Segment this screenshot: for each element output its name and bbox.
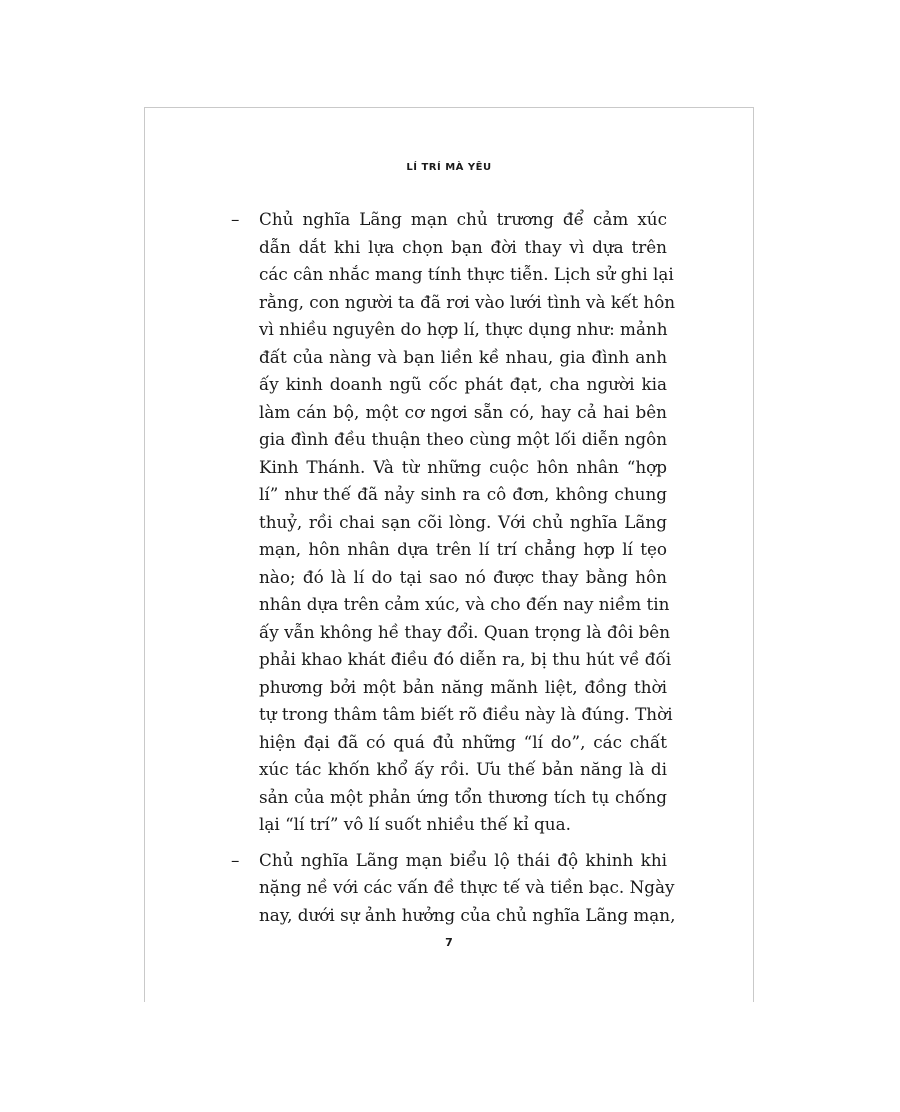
text-line: xúc tác khốn khổ ấy rồi. Ưu thế bản năng là di bbox=[259, 759, 667, 779]
text-line: Chủ nghĩa Lãng mạn biểu lộ thái độ khinh khi bbox=[259, 849, 667, 870]
paragraph-1 bbox=[259, 206, 676, 839]
running-head: LÍ TRÍ MÀ YÊU bbox=[406, 162, 492, 173]
text-line: lại “lí trí” vô lí suốt nhiều thế kỉ qua. bbox=[259, 814, 571, 834]
text-line: làm cán bộ, một cơ ngơi sẵn có, hay cả hai bên bbox=[259, 401, 667, 422]
list-dash: – bbox=[231, 849, 240, 870]
text-line: phương bởi một bản năng mãnh liệt, đồng thời bbox=[259, 676, 667, 697]
text-line: ấy kinh doanh ngũ cốc phát đạt, cha người kia bbox=[259, 374, 667, 394]
text-line: phải khao khát điều đó diễn ra, bị thu hút về đối bbox=[259, 649, 672, 669]
text-line: nào; đó là lí do tại sao nó được thay bằng hôn bbox=[259, 566, 667, 587]
text-line: gia đình đều thuận theo cùng một lối diễn ngôn bbox=[259, 429, 667, 449]
text-line: sản của một phản ứng tổn thương tích tụ chống bbox=[259, 786, 667, 807]
text-line: hiện đại đã có quá đủ những “lí do”, các chất bbox=[259, 731, 667, 752]
text-line: lí” như thế đã nảy sinh ra cô đơn, không chung bbox=[259, 484, 667, 504]
list-item-2 bbox=[231, 847, 676, 930]
text-line: nay, dưới sự ảnh hưởng của chủ nghĩa Lãng mạn, bbox=[259, 904, 676, 925]
paragraph-2 bbox=[259, 847, 676, 930]
page-number: 7 bbox=[445, 936, 453, 949]
text-line: vì nhiều nguyên do hợp lí, thực dụng như: mảnh bbox=[259, 319, 668, 339]
text-line: ấy vẫn không hề thay đổi. Quan trọng là đôi bên bbox=[259, 621, 671, 642]
book-page bbox=[144, 107, 754, 1002]
list-item-1 bbox=[231, 206, 676, 839]
text-line: dẫn dắt khi lựa chọn bạn đời thay vì dựa trên bbox=[259, 236, 667, 257]
text-line: đất của nàng và bạn liền kề nhau, gia đình anh bbox=[259, 346, 667, 367]
text-line: các cân nhắc mang tính thực tiễn. Lịch sử ghi lại bbox=[259, 264, 674, 284]
list-dash: – bbox=[231, 209, 240, 229]
text-line: Kinh Thánh. Và từ những cuộc hôn nhân “hợp bbox=[259, 456, 667, 477]
body-text bbox=[231, 206, 676, 937]
text-line: mạn, hôn nhân dựa trên lí trí chẳng hợp lí tẹo bbox=[259, 539, 667, 559]
text-line: nhân dựa trên cảm xúc, và cho đến nay niềm tin bbox=[259, 594, 670, 614]
text-line: thuỷ, rồi chai sạn cõi lòng. Với chủ nghĩa Lãng bbox=[259, 511, 667, 532]
text-line: rằng, con người ta đã rơi vào lưới tình và kết hôn bbox=[259, 291, 676, 312]
text-line: Chủ nghĩa Lãng mạn chủ trương để cảm xúc bbox=[259, 209, 667, 229]
text-line: nặng nề với các vấn đề thực tế và tiền bạc. Ngày bbox=[259, 877, 675, 897]
text-line: tự trong thâm tâm biết rõ điều này là đúng. Thời bbox=[259, 704, 673, 724]
